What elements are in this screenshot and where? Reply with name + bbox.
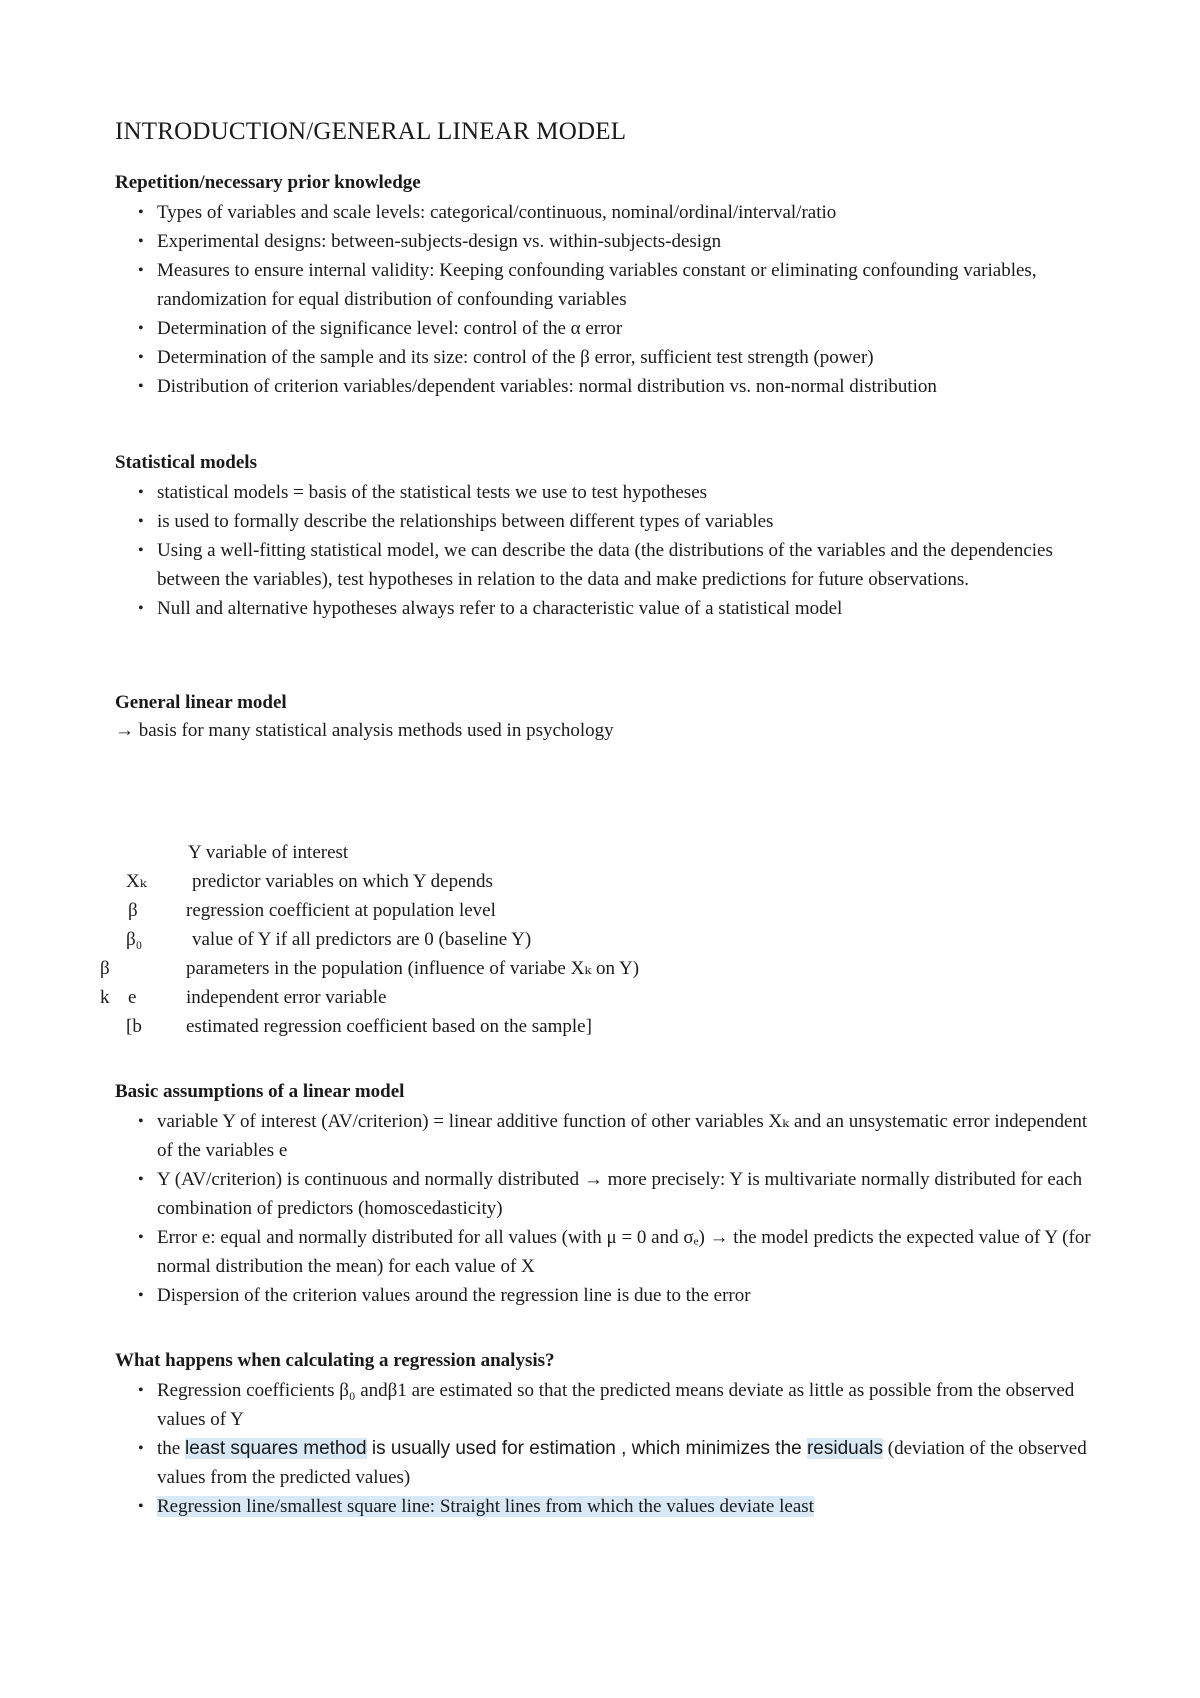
definition-text: value of Y if all predictors are 0 (baseline Y): [192, 929, 532, 950]
list-item: • Distribution of criterion variables/dependent variables: normal distribution vs. non-normal distribution: [138, 372, 1098, 401]
section-heading-prior-knowledge: Repetition/necessary prior knowledge: [115, 172, 421, 193]
section-heading-regression-analysis: What happens when calculating a regression analysis?: [115, 1350, 555, 1371]
list-item: • Experimental designs: between-subjects-design vs. within-subjects-design: [138, 227, 1098, 256]
section-heading-basic-assumptions: Basic assumptions of a linear model: [115, 1081, 405, 1102]
list-item: • Null and alternative hypotheses always refer to a characteristic value of a statistical model: [138, 594, 1098, 623]
page-title: INTRODUCTION/GENERAL LINEAR MODEL: [115, 118, 627, 145]
bullet-list-prior-knowledge: [138, 198, 1098, 401]
highlighted-term-residuals: residuals: [806, 1438, 884, 1459]
definition-text: parameters in the population (influence of variabe Xₖ on Y): [186, 958, 640, 979]
text-run: the: [157, 1438, 185, 1459]
definition-text: estimated regression coefficient based on the sample]: [186, 1016, 592, 1037]
list-item: • Y (AV/criterion) is continuous and normally distributed → more precisely: Y is multivariate normally distributed for each combination of predictors (homoscedasticity): [138, 1165, 1098, 1223]
definition-symbol: Xₖ: [126, 871, 147, 892]
list-item: • Determination of the sample and its size: control of the β error, sufficient test strength (power): [138, 343, 1098, 372]
definition-text: independent error variable: [186, 987, 387, 1008]
section-heading-statistical-models: Statistical models: [115, 452, 257, 473]
definition-symbol: [b: [126, 1016, 142, 1037]
list-item: • Determination of the significance level: control of the α error: [138, 314, 1098, 343]
text-run: (deviation of the observed values from the predicted values): [157, 1438, 1087, 1488]
definition-text: regression coefficient at population level: [186, 900, 496, 921]
list-item: • Error e: equal and normally distributed for all values (with μ = 0 and σₑ) → the model predicts the expected value of Y (for normal distribution the mean) for each value of X: [138, 1223, 1098, 1281]
definition-symbol: e: [128, 987, 137, 1008]
list-item: • Regression coefficients β₀ andβ1 are estimated so that the predicted means deviate as little as possible from the observed values of Y: [138, 1376, 1098, 1434]
highlighted-text: Regression line/smallest square line: Straight lines from which the values deviate least: [157, 1496, 814, 1517]
definition-text: Y variable of interest: [188, 842, 349, 863]
list-item: • statistical models = basis of the statistical tests we use to test hypotheses: [138, 478, 1098, 507]
list-item: • Dispersion of the criterion values around the regression line is due to the error: [138, 1281, 1098, 1310]
list-item: [138, 1492, 1098, 1521]
bullet-list-regression-analysis: [138, 1376, 1098, 1521]
bullet-list-statistical-models: [138, 478, 1098, 623]
definition-symbol: β k: [100, 958, 110, 1008]
highlighted-term-least-squares: least squares method: [184, 1438, 367, 1459]
list-item: • Using a well-fitting statistical model, we can describe the data (the distributions of the variables and the dependencies between the variables), test hypotheses in relation to the data and make predictions for future observations.: [138, 536, 1098, 594]
list-item: • variable Y of interest (AV/criterion) = linear additive function of other variables Xₖ and an unsystematic error independent of the variables e: [138, 1107, 1098, 1165]
definition-text: predictor variables on which Y depends: [192, 871, 493, 892]
definition-symbol: β: [128, 900, 138, 921]
definition-symbol: β₀: [126, 929, 143, 950]
bullet-list-basic-assumptions: [138, 1107, 1098, 1310]
section-subtitle: → basis for many statistical analysis methods used in psychology: [115, 720, 614, 741]
text-run: is usually used for estimation , which minimizes the: [366, 1438, 807, 1459]
list-item: • is used to formally describe the relationships between different types of variables: [138, 507, 1098, 536]
list-item: [138, 1434, 1098, 1492]
list-item: • Measures to ensure internal validity: Keeping confounding variables constant or eliminating confounding variables, randomization for equal distribution of confounding variables: [138, 256, 1098, 314]
section-heading-general-linear-model: General linear model: [115, 692, 287, 713]
list-item: • Types of variables and scale levels: categorical/continuous, nominal/ordinal/interval/ratio: [138, 198, 1098, 227]
